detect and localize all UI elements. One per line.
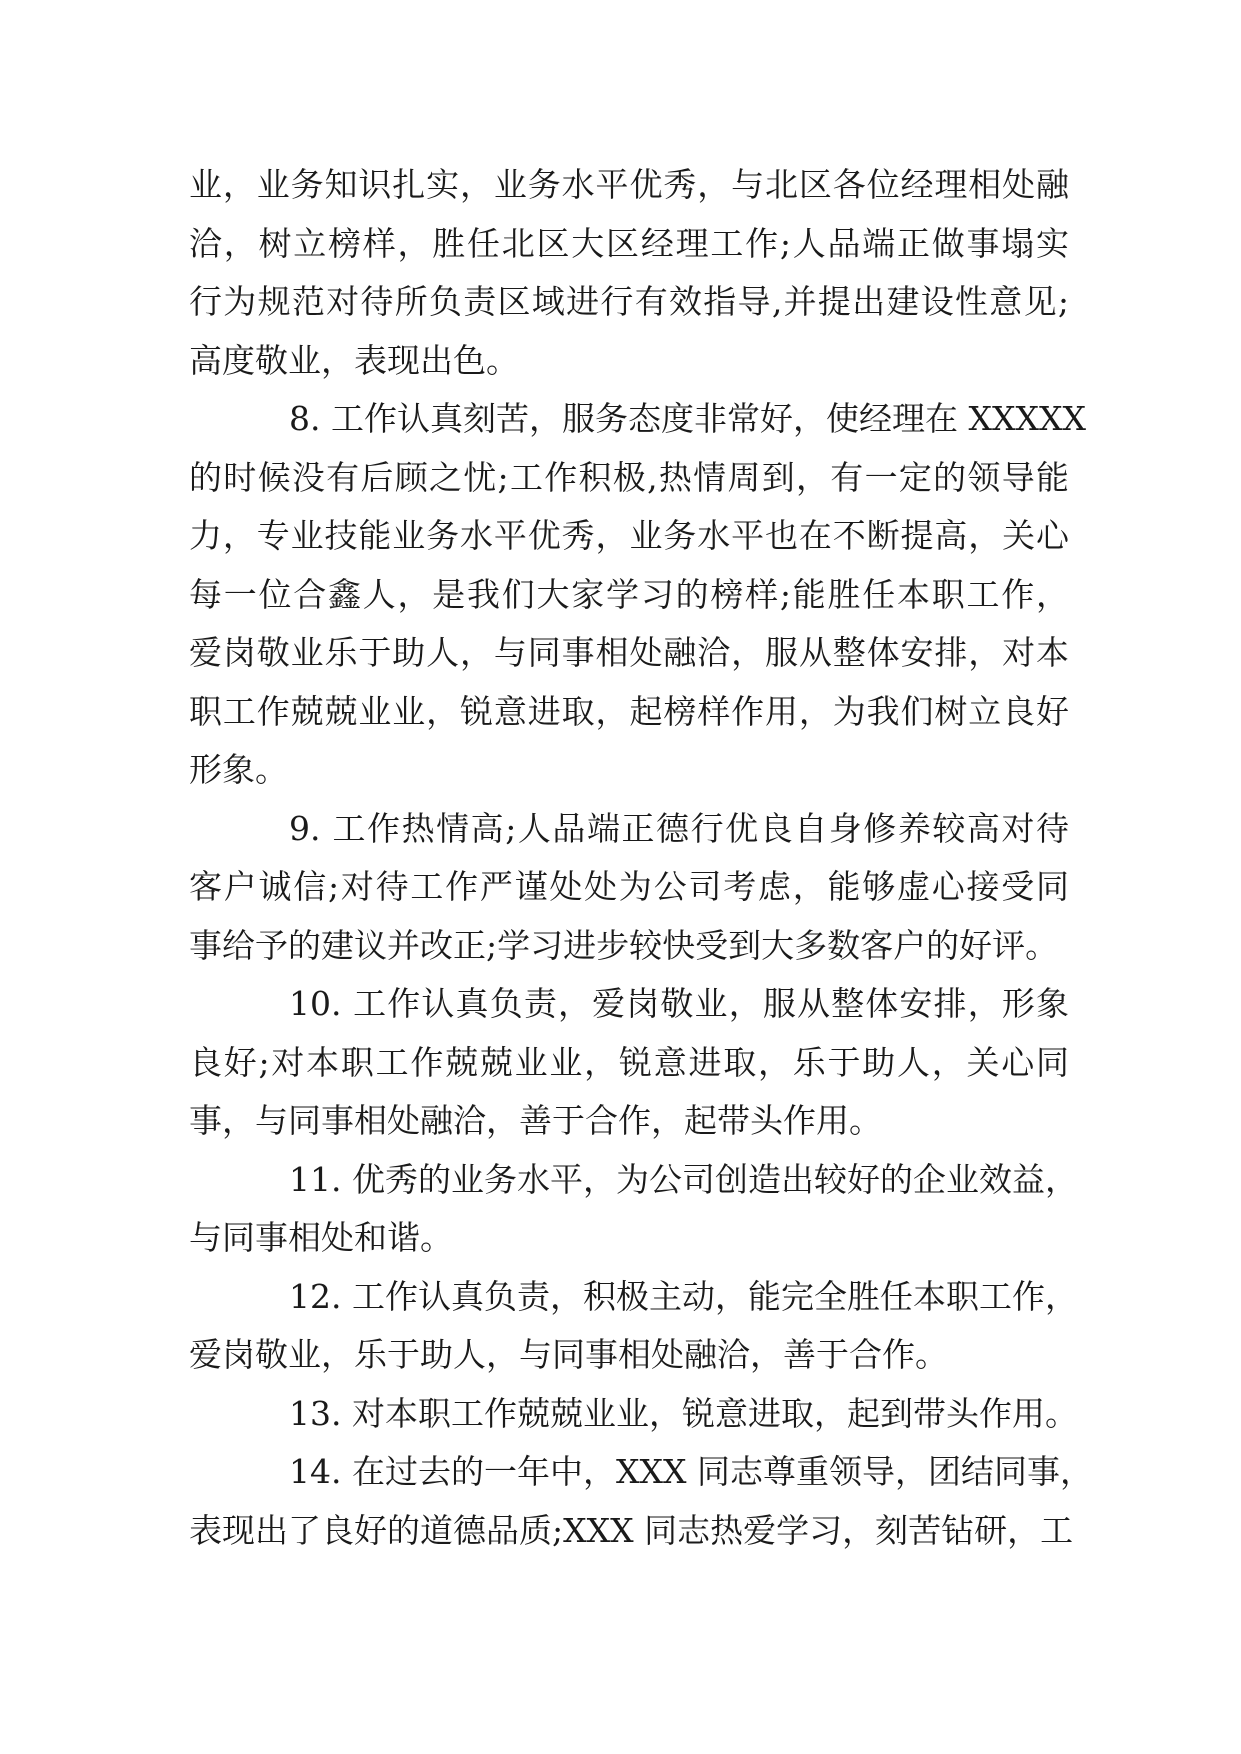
text-line: 9. 工作热情高;人品端正德行优良自身修养较高对待: [289, 808, 1069, 848]
text-line: 10. 工作认真负责，爱岗敬业，服从整体安排，形象: [289, 984, 1069, 1023]
text-line: 事给予的建议并改正;学习进步较快受到大多数客户的好评。: [189, 925, 1059, 965]
text-line: 11. 优秀的业务水平，为公司创造出较好的企业效益，: [289, 1159, 1078, 1199]
text-line: 每一位合鑫人，是我们大家学习的榜样;能胜任本职工作，: [189, 574, 1069, 614]
text-line: 形象。: [189, 750, 288, 789]
text-line: 表现出了良好的道德品质;XXX 同志热爱学习，刻苦钻研，工: [189, 1510, 1074, 1550]
text-line: 力，专业技能业务水平优秀，业务水平也在不断提高，关心: [189, 516, 1069, 555]
text-line: 事，与同事相处融洽，善于合作，起带头作用。: [189, 1101, 882, 1140]
text-line: 业，业务知识扎实，业务水平优秀，与北区各位经理相处融: [189, 165, 1069, 204]
text-line: 8. 工作认真刻苦，服务态度非常好，使经理在 XXXXX: [289, 399, 1086, 438]
text-line: 爱岗敬业，乐于助人，与同事相处融洽，善于合作。: [189, 1335, 948, 1374]
text-line: 爱岗敬业乐于助人，与同事相处融洽，服从整体安排，对本: [189, 633, 1069, 672]
text-line: 高度敬业，表现出色。: [189, 340, 519, 380]
text-line: 的时候没有后顾之忧;工作积极,热情周到，有一定的领导能: [189, 457, 1069, 497]
text-line: 洽，树立榜样，胜任北区大区经理工作;人品端正做事塌实: [189, 223, 1069, 263]
text-line: 客户诚信;对待工作严谨处处为公司考虑，能够虚心接受同: [189, 867, 1069, 906]
text-line: 与同事相处和谐。: [189, 1218, 453, 1257]
text-line: 职工作兢兢业业，锐意进取，起榜样作用，为我们树立良好: [189, 691, 1069, 731]
text-line: 12. 工作认真负责，积极主动，能完全胜任本职工作，: [289, 1276, 1078, 1316]
text-line: 行为规范对待所负责区域进行有效指导,并提出建设性意见;: [189, 282, 1069, 321]
text-line: 14. 在过去的一年中，XXX 同志尊重领导，团结同事，: [289, 1452, 1093, 1491]
text-line: 13. 对本职工作兢兢业业，锐意进取，起到带头作用。: [289, 1393, 1078, 1433]
document-body: [189, 156, 1093, 1560]
text-line: 良好;对本职工作兢兢业业，锐意进取，乐于助人，关心同: [189, 1042, 1069, 1082]
